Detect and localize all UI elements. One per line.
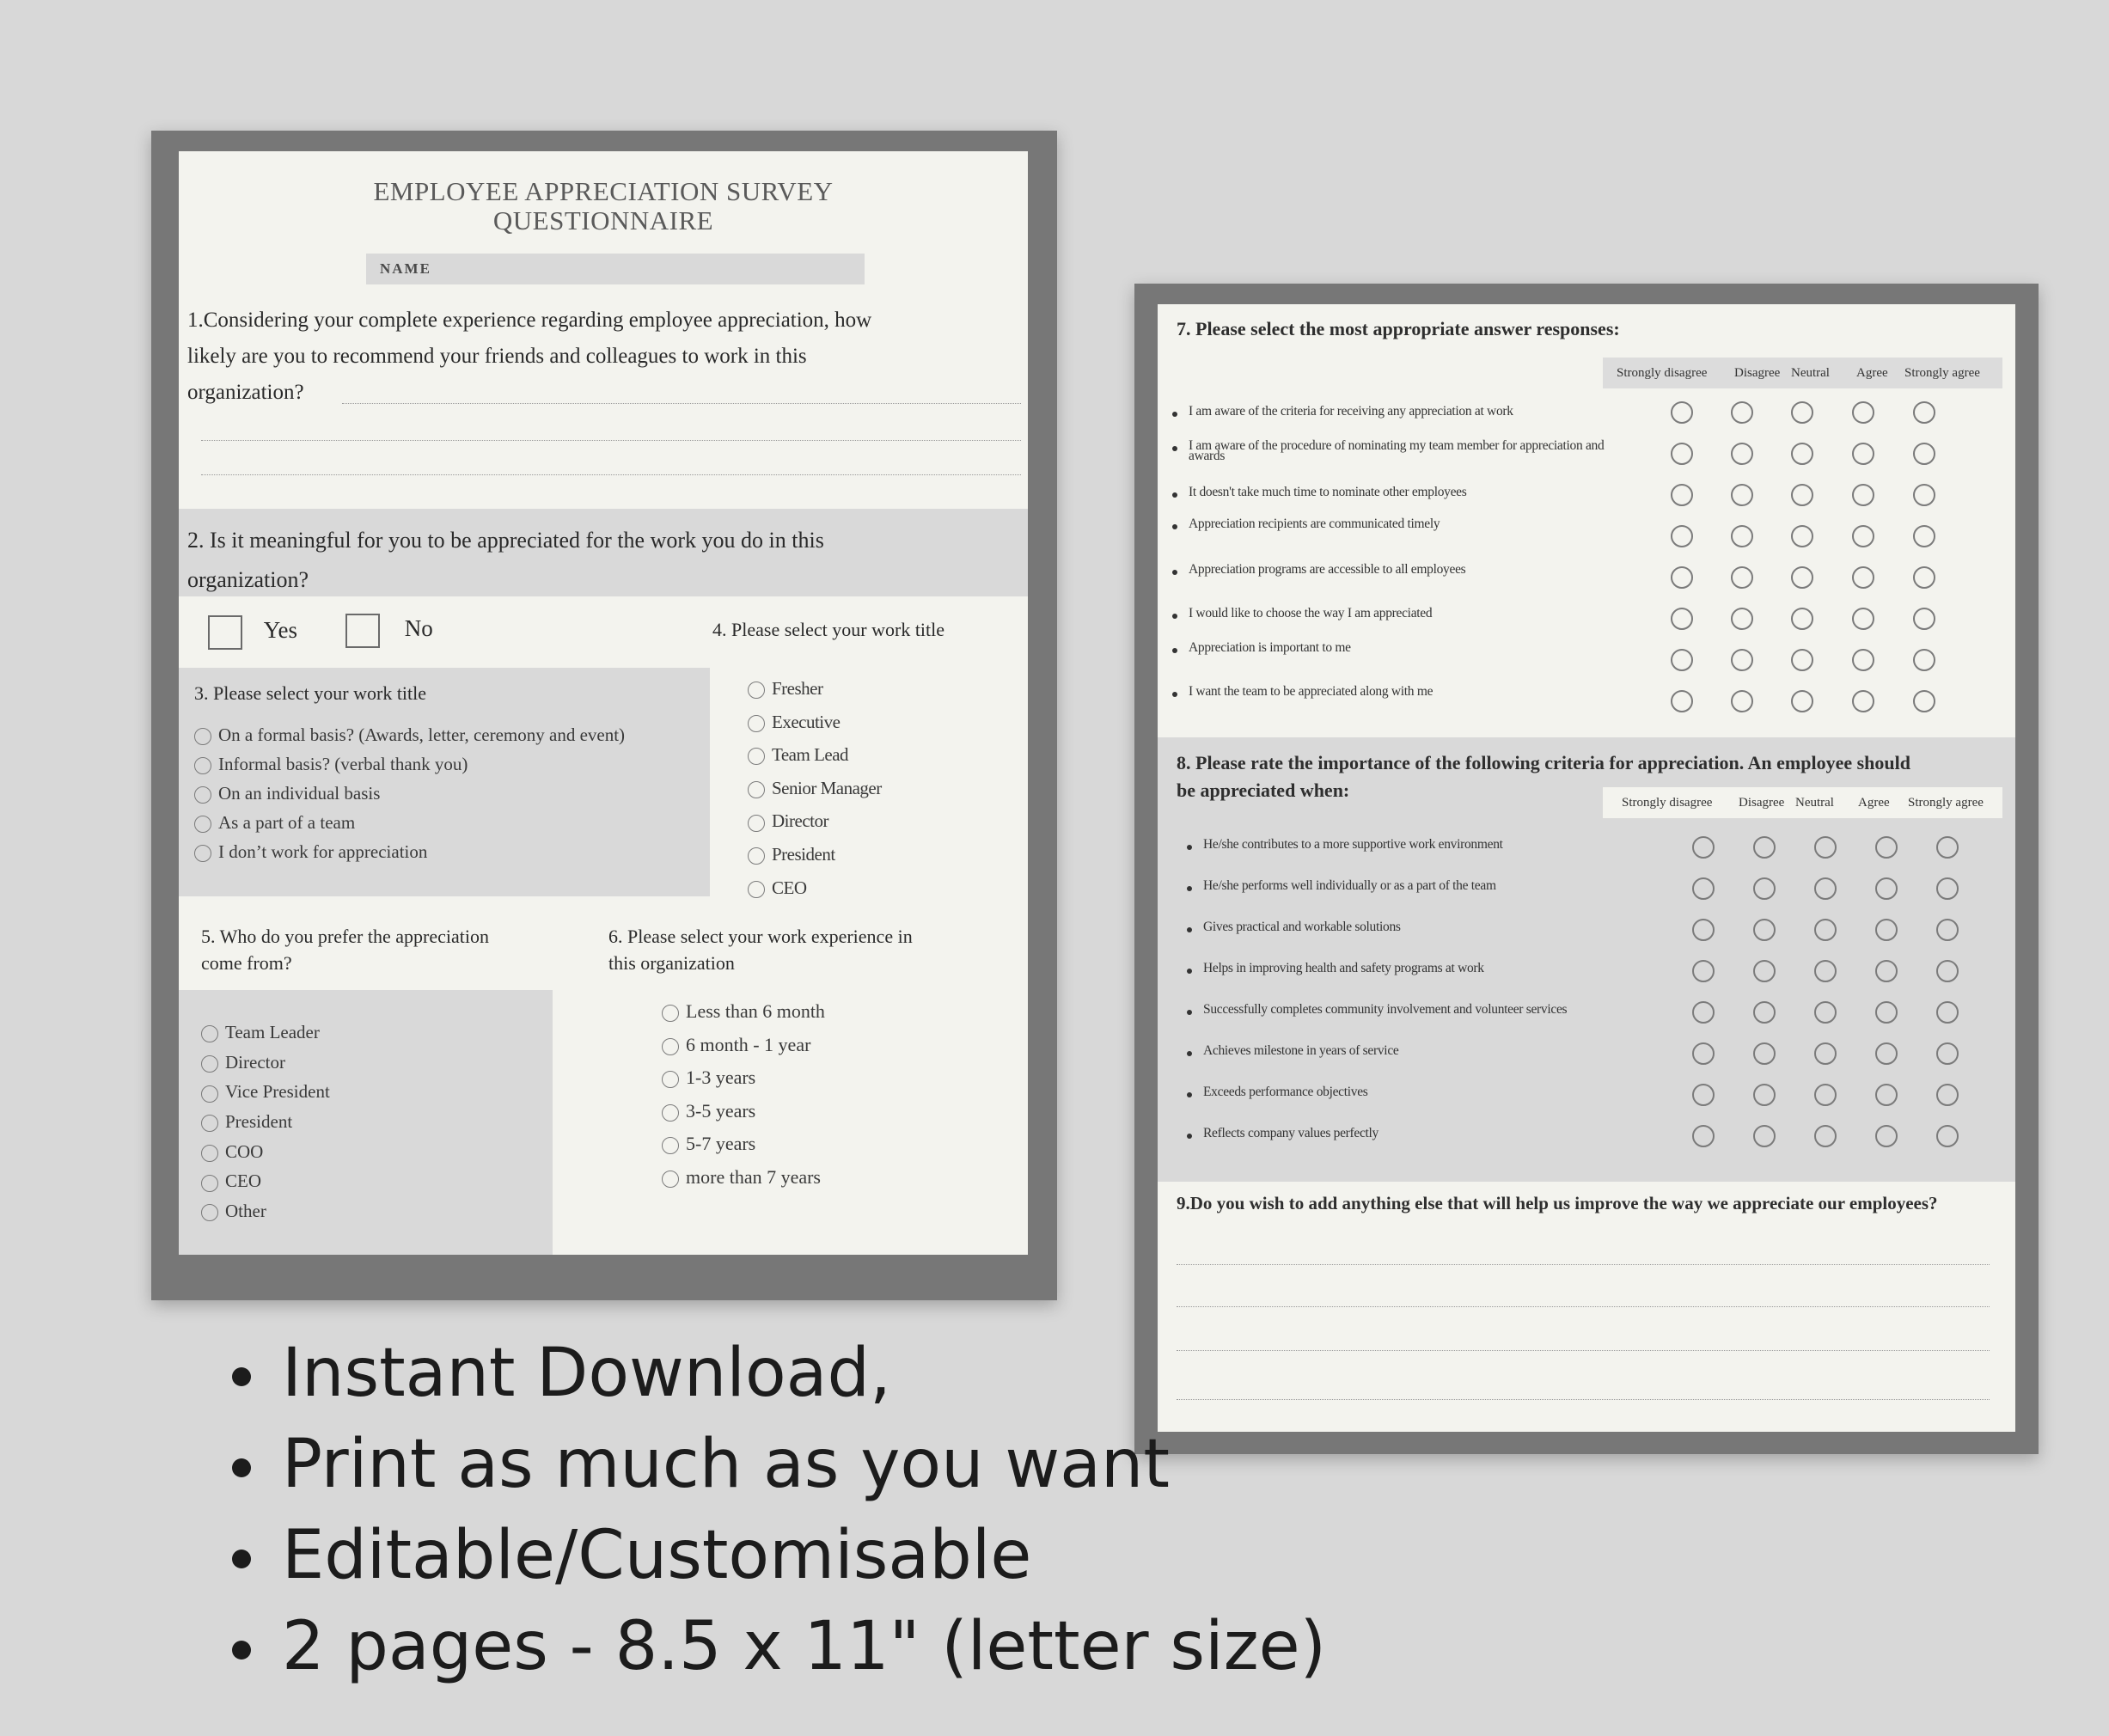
feature-item: 2 pages - 8.5 x 11" (letter size)	[232, 1601, 1326, 1692]
radio-button[interactable]	[194, 786, 211, 804]
q5-line1: 5. Who do you prefer the appreciation	[201, 926, 489, 947]
scale-neutral: Neutral	[1795, 796, 1834, 810]
radio-button[interactable]	[194, 728, 211, 745]
likert-row	[1158, 871, 2015, 906]
likert-row	[1158, 995, 2015, 1030]
survey-page-2	[1158, 304, 2015, 1432]
q6-options	[662, 995, 825, 1195]
radio-button[interactable]	[1936, 1042, 1959, 1065]
q9-question: 9.Do you wish to add anything else that will help us improve the way we appreciate our employees?	[1177, 1193, 1938, 1213]
radio-button[interactable]	[662, 1005, 679, 1022]
radio-button[interactable]	[1692, 1125, 1715, 1147]
radio-button[interactable]	[201, 1085, 218, 1103]
q6-option[interactable]: 6 month - 1 year	[662, 1029, 825, 1062]
q5-option[interactable]: Director	[201, 1048, 330, 1078]
q5-options	[201, 1018, 330, 1226]
survey-title-line2: QUESTIONNAIRE	[492, 205, 714, 235]
radio-button[interactable]	[201, 1025, 218, 1042]
radio-button[interactable]	[1875, 877, 1898, 900]
scale-agree: Agree	[1858, 796, 1890, 810]
q5-option[interactable]: CEO	[201, 1166, 330, 1196]
likert-row	[1158, 830, 2015, 865]
yes-label: Yes	[263, 617, 298, 643]
radio-button[interactable]	[1753, 1084, 1776, 1106]
feature-item: Instant Download,	[232, 1328, 1326, 1419]
radio-button[interactable]	[662, 1104, 679, 1122]
scale-strongly-disagree: Strongly disagree	[1617, 366, 1708, 380]
q1-question	[187, 303, 1012, 411]
q4-option[interactable]: Senior Manager	[748, 772, 882, 805]
q8-line2: be appreciated when:	[1177, 779, 1350, 801]
radio-button[interactable]	[1814, 1001, 1837, 1024]
q1-line2: likely are you to recommend your friends and colleagues to work in this	[187, 345, 807, 368]
scale-strongly-agree: Strongly agree	[1908, 796, 1984, 810]
statement: Appreciation is important to me	[1189, 640, 1351, 655]
radio-button[interactable]	[1753, 919, 1776, 941]
q5-option[interactable]: President	[201, 1107, 330, 1137]
q4-option[interactable]: Fresher	[748, 672, 882, 706]
statement-continuation: awards	[1189, 449, 1226, 463]
q6-option[interactable]: Less than 6 month	[662, 995, 825, 1029]
radio-button[interactable]	[1753, 960, 1776, 982]
q2-line1: 2. Is it meaningful for you to be appreciated for the work you do in this	[187, 528, 824, 553]
radio-button[interactable]	[1692, 1001, 1715, 1024]
scale-disagree: Disagree	[1739, 796, 1785, 810]
bullet	[1187, 969, 1192, 974]
radio-button[interactable]	[1936, 836, 1959, 859]
q3-option[interactable]: Informal basis? (verbal thank you)	[194, 749, 625, 779]
yes-checkbox[interactable]	[208, 615, 242, 650]
feature-item: Editable/Customisable	[232, 1510, 1326, 1601]
radio-button[interactable]	[748, 847, 765, 865]
q1-answer-line-1[interactable]	[342, 403, 1021, 404]
bullet	[1187, 845, 1192, 850]
bullet	[1187, 1051, 1192, 1056]
radio-button[interactable]	[1753, 1001, 1776, 1024]
q3-option[interactable]: On a formal basis? (Awards, letter, ceremony and event)	[194, 720, 625, 749]
q1-line3: organization?	[187, 381, 304, 404]
q3-options	[194, 720, 625, 866]
statement: He/she contributes to a more supportive work environment	[1203, 837, 1503, 852]
radio-button[interactable]	[1692, 877, 1715, 900]
likert-row	[1158, 954, 2015, 988]
q1-answer-line-2[interactable]	[201, 440, 1021, 441]
bullet	[1187, 1092, 1192, 1097]
q9-answer-line-1[interactable]	[1177, 1264, 1990, 1265]
q3-option[interactable]: I don’t work for appreciation	[194, 837, 625, 866]
survey-title-line1: EMPLOYEE APPRECIATION SURVEY	[373, 176, 834, 206]
q3-option[interactable]: As a part of a team	[194, 808, 625, 837]
radio-button[interactable]	[1936, 960, 1959, 982]
radio-button[interactable]	[201, 1175, 218, 1192]
radio-button[interactable]	[1875, 919, 1898, 941]
statement: I want the team to be appreciated along with me	[1189, 684, 1434, 699]
q5-option[interactable]: Team Leader	[201, 1018, 330, 1048]
radio-button[interactable]	[1936, 919, 1959, 941]
radio-button[interactable]	[1692, 919, 1715, 941]
q6-option[interactable]: more than 7 years	[662, 1161, 825, 1195]
radio-button[interactable]	[1753, 836, 1776, 859]
name-label: NAME	[380, 260, 431, 277]
radio-button[interactable]	[662, 1071, 679, 1088]
radio-button[interactable]	[1753, 1125, 1776, 1147]
radio-button[interactable]	[1936, 1001, 1959, 1024]
radio-button[interactable]	[1814, 877, 1837, 900]
q6-line1: 6. Please select your work experience in	[608, 926, 913, 947]
q5-line2: come from?	[201, 952, 292, 974]
q2-question	[187, 521, 1012, 600]
radio-button[interactable]	[748, 682, 765, 699]
q9-answer-line-2[interactable]	[1177, 1306, 1990, 1307]
statement: I would like to choose the way I am appreciated	[1189, 606, 1433, 620]
radio-button[interactable]	[662, 1038, 679, 1055]
scale-agree: Agree	[1856, 366, 1888, 380]
no-checkbox[interactable]	[345, 614, 380, 648]
radio-button[interactable]	[1692, 1042, 1715, 1065]
scale-strongly-disagree: Strongly disagree	[1622, 796, 1713, 810]
statement: It doesn't take much time to nominate other employees	[1189, 485, 1467, 499]
q2-line2: organization?	[187, 567, 309, 592]
name-field[interactable]	[366, 254, 865, 284]
statement: Appreciation programs are accessible to all employees	[1189, 562, 1466, 577]
radio-button[interactable]	[1814, 919, 1837, 941]
q6-option[interactable]: 5-7 years	[662, 1128, 825, 1161]
q4-option[interactable]: Team Lead	[748, 738, 882, 772]
radio-button[interactable]	[1814, 836, 1837, 859]
q5-option[interactable]: Other	[201, 1196, 330, 1226]
q2-yes-option[interactable]	[208, 612, 297, 648]
q1-line1: 1.Considering your complete experience regarding employee appreciation, how	[187, 309, 872, 332]
statement: I am aware of the criteria for receiving any appreciation at work	[1189, 404, 1513, 419]
radio-button[interactable]	[1875, 960, 1898, 982]
radio-button[interactable]	[1814, 1125, 1837, 1147]
radio-button[interactable]	[1692, 836, 1715, 859]
radio-button[interactable]	[1814, 1084, 1837, 1106]
radio-button[interactable]	[1875, 1042, 1898, 1065]
radio-button[interactable]	[1814, 1042, 1837, 1065]
q8-line1: 8. Please rate the importance of the following criteria for appreciation. An employee should	[1177, 752, 1911, 773]
bullet	[1187, 927, 1192, 932]
radio-button[interactable]	[1875, 1001, 1898, 1024]
radio-button[interactable]	[201, 1055, 218, 1073]
survey-page-1	[179, 151, 1028, 1255]
likert-row	[1158, 1078, 2015, 1112]
radio-button[interactable]	[748, 781, 765, 798]
statement: Helps in improving health and safety programs at work	[1203, 961, 1484, 975]
q4-options	[748, 672, 882, 904]
scale-strongly-agree: Strongly agree	[1904, 366, 1980, 380]
scale-disagree: Disagree	[1734, 366, 1781, 380]
q6-question	[608, 923, 913, 976]
radio-button[interactable]	[1875, 836, 1898, 859]
radio-button[interactable]	[1692, 960, 1715, 982]
statement: Gives practical and workable solutions	[1203, 920, 1401, 934]
statement: I am aware of the procedure of nominating my team member for appreciation and	[1189, 438, 1605, 453]
q4-option[interactable]: CEO	[748, 871, 882, 905]
q3-title: 3. Please select your work title	[194, 682, 427, 704]
likert-row	[1158, 1119, 2015, 1153]
likert-row	[1158, 913, 2015, 947]
bullet	[1187, 886, 1192, 891]
radio-button[interactable]	[201, 1115, 218, 1132]
q4-option[interactable]: President	[748, 838, 882, 871]
statement: Successfully completes community involvement and volunteer services	[1203, 1002, 1568, 1017]
survey-title	[179, 177, 1028, 235]
radio-button[interactable]	[748, 881, 765, 898]
q6-option[interactable]: 1-3 years	[662, 1061, 825, 1095]
radio-button[interactable]	[1936, 877, 1959, 900]
radio-button[interactable]	[194, 816, 211, 833]
statement: Exceeds performance objectives	[1203, 1085, 1368, 1099]
radio-button[interactable]	[1875, 1084, 1898, 1106]
statement: Appreciation recipients are communicated timely	[1189, 517, 1440, 531]
q6-option[interactable]: 3-5 years	[662, 1095, 825, 1128]
q8-matrix	[1158, 304, 2015, 1182]
q5-question	[201, 923, 489, 976]
q4-option[interactable]: Executive	[748, 706, 882, 739]
q1-answer-line-3[interactable]	[201, 474, 1021, 475]
no-label: No	[404, 615, 433, 641]
radio-button[interactable]	[662, 1137, 679, 1154]
radio-button[interactable]	[201, 1145, 218, 1162]
radio-button[interactable]	[748, 715, 765, 732]
q5-option[interactable]: Vice President	[201, 1077, 330, 1107]
q5-option[interactable]: COO	[201, 1137, 330, 1167]
radio-button[interactable]	[1753, 1042, 1776, 1065]
radio-button[interactable]	[1875, 1125, 1898, 1147]
bullet	[1187, 1010, 1192, 1015]
q4-option[interactable]: Director	[748, 804, 882, 838]
q4-title: 4. Please select your work title	[712, 619, 945, 640]
radio-button[interactable]	[748, 815, 765, 832]
radio-button[interactable]	[748, 748, 765, 765]
bullet	[1187, 1134, 1192, 1139]
likert-row	[1158, 1036, 2015, 1071]
q3-option[interactable]: On an individual basis	[194, 779, 625, 808]
radio-button[interactable]	[1814, 960, 1837, 982]
statement: Reflects company values perfectly	[1203, 1126, 1378, 1140]
radio-button[interactable]	[1753, 877, 1776, 900]
q7-title: 7. Please select the most appropriate answer responses:	[1177, 318, 1620, 339]
radio-button[interactable]	[201, 1204, 218, 1221]
radio-button[interactable]	[194, 757, 211, 774]
q2-no-option[interactable]	[345, 610, 433, 646]
radio-button[interactable]	[194, 845, 211, 862]
statement: Achieves milestone in years of service	[1203, 1043, 1399, 1058]
radio-button[interactable]	[662, 1171, 679, 1188]
feature-item: Print as much as you want	[232, 1419, 1326, 1510]
q6-line2: this organization	[608, 952, 735, 974]
statement: He/she performs well individually or as a part of the team	[1203, 878, 1496, 893]
scale-neutral: Neutral	[1791, 366, 1830, 380]
radio-button[interactable]	[1936, 1084, 1959, 1106]
radio-button[interactable]	[1692, 1084, 1715, 1106]
feature-list	[232, 1328, 1326, 1692]
radio-button[interactable]	[1936, 1125, 1959, 1147]
